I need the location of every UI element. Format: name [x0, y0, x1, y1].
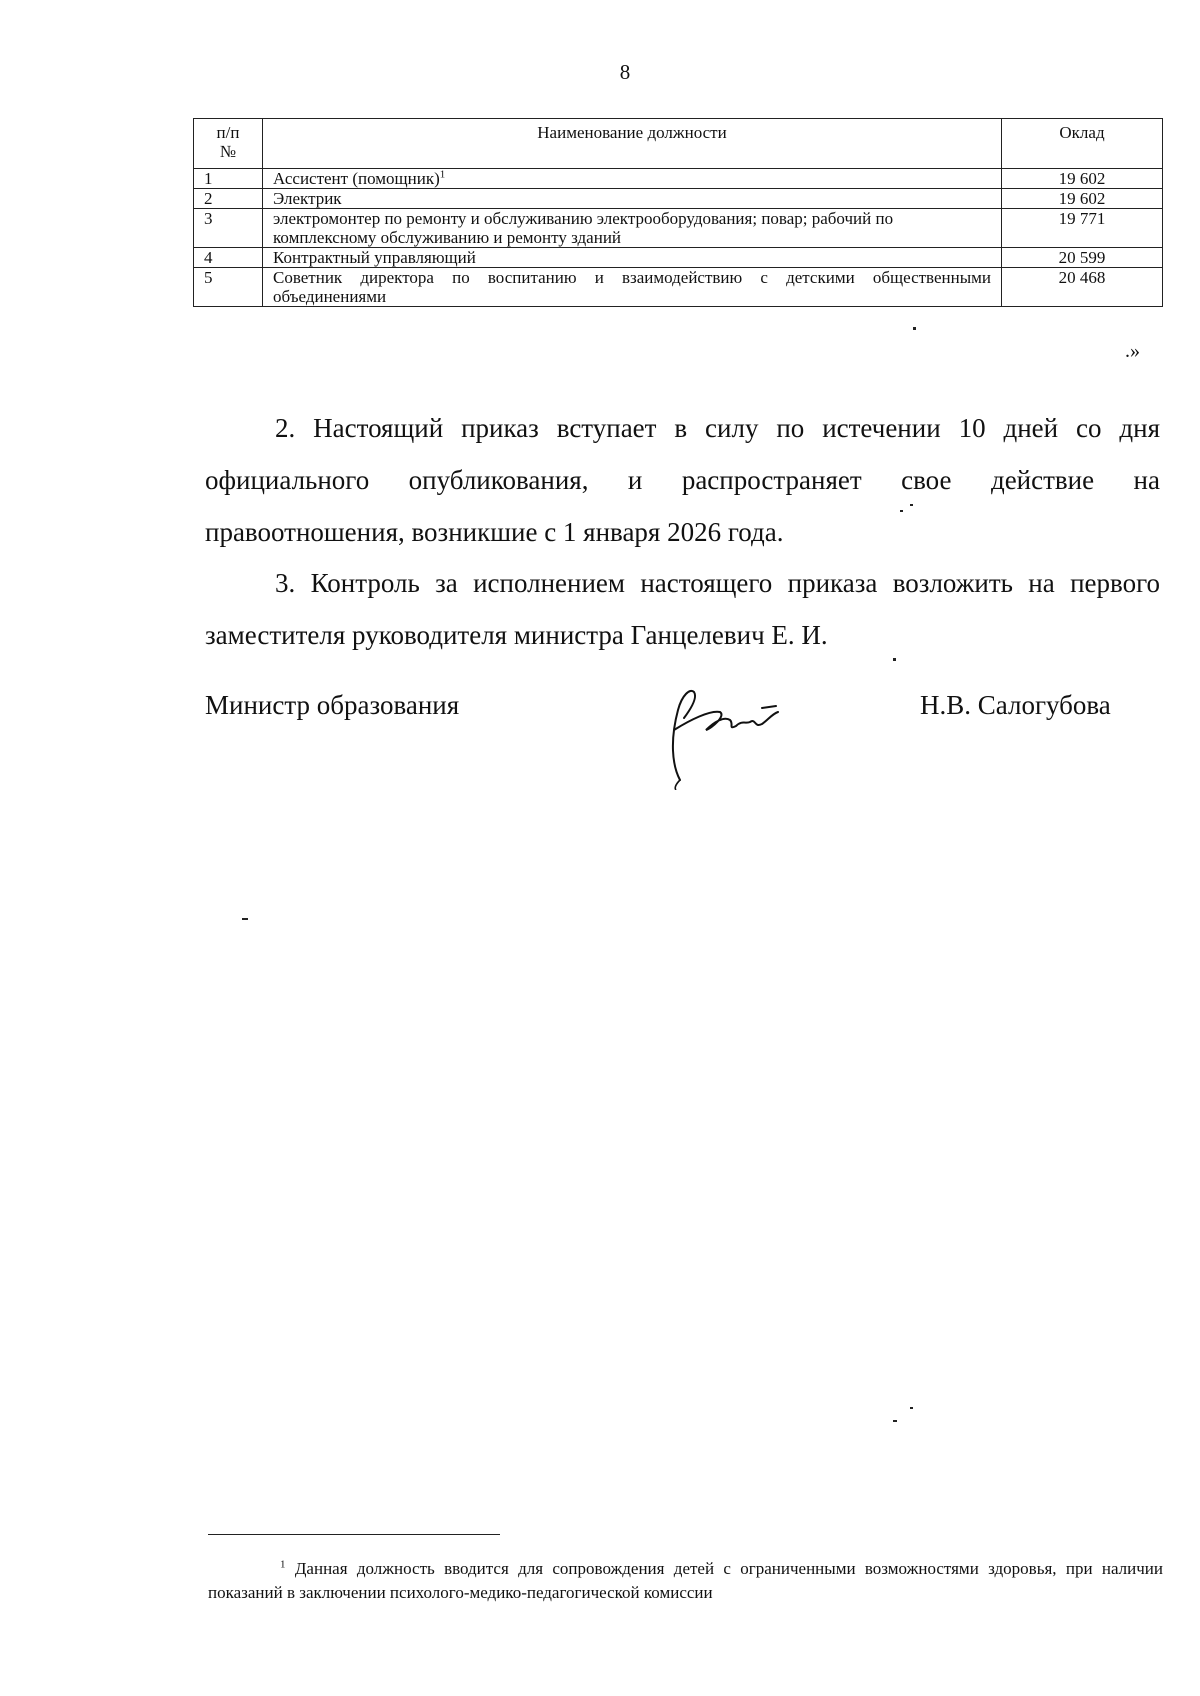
table-row: [194, 209, 1163, 248]
paragraph-3: 3. Контроль за исполнением настоящего приказа возложить на первого заместителя руководителя министра Ганцелевич Е. И.: [205, 568, 1160, 650]
scan-speck: [913, 327, 916, 330]
signatory-position: Министр образования: [205, 690, 460, 720]
table-row: [194, 169, 1163, 189]
row-salary: 20 599: [1002, 248, 1163, 268]
row-name: [263, 169, 1002, 189]
table-row: [194, 248, 1163, 268]
row-num: 5: [194, 268, 263, 307]
footnote-text: Данная должность вводится для сопровождения детей с ограниченными возможностями здоровья, при наличии показаний в заключении психолого-медико-педагогической комиссии: [208, 1559, 1163, 1602]
row-num: 3: [194, 209, 263, 248]
row-salary: 19 602: [1002, 189, 1163, 209]
scan-speck: [910, 504, 913, 506]
row-name: Электрик: [263, 189, 1002, 209]
row-salary: 19 771: [1002, 209, 1163, 248]
row-name: электромонтер по ремонту и обслуживанию электрооборудования; повар; рабочий по комплексному обслуживанию и ремонту зданий: [263, 209, 1002, 248]
footnote: [208, 1557, 1163, 1605]
page-number: 8: [619, 60, 631, 84]
table-row: [194, 268, 1163, 307]
positions-table: [193, 118, 1163, 307]
paragraph-2: 2. Настоящий приказ вступает в силу по истечении 10 дней со дня официального опубликования, и распространяет свое действие на правоотношения, возникшие с 1 января 2026 года.: [205, 413, 1160, 547]
header-num-label: п/п №: [216, 123, 240, 161]
row-num: 2: [194, 189, 263, 209]
handwritten-signature: [650, 680, 820, 790]
footnote-divider: [208, 1534, 500, 1535]
closing-quote-mark: .»: [1125, 340, 1140, 362]
scan-speck: [893, 658, 896, 661]
table-header-row: [194, 119, 1163, 169]
footnote-marker: 1: [280, 1558, 286, 1571]
table-row: [194, 189, 1163, 209]
footnote-ref: 1: [439, 168, 446, 181]
row-salary: 19 602: [1002, 169, 1163, 189]
row-num: 1: [194, 169, 263, 189]
scan-speck: [900, 510, 903, 512]
header-name: Наименование должности: [263, 119, 1002, 169]
row-name-text: Ассистент (помощник): [273, 169, 440, 188]
scan-speck: [242, 918, 248, 920]
header-salary: Оклад: [1002, 119, 1163, 169]
row-name: Контрактный управляющий: [263, 248, 1002, 268]
signatory-name: Н.В. Салогубова: [920, 690, 1111, 720]
row-num: 4: [194, 248, 263, 268]
scan-speck: [893, 1420, 897, 1422]
row-salary: 20 468: [1002, 268, 1163, 307]
header-num: [194, 119, 263, 169]
row-name: Советник директора по воспитанию и взаимодействию с детскими общественными объединениями: [263, 268, 1002, 307]
scan-speck: [910, 1407, 913, 1409]
